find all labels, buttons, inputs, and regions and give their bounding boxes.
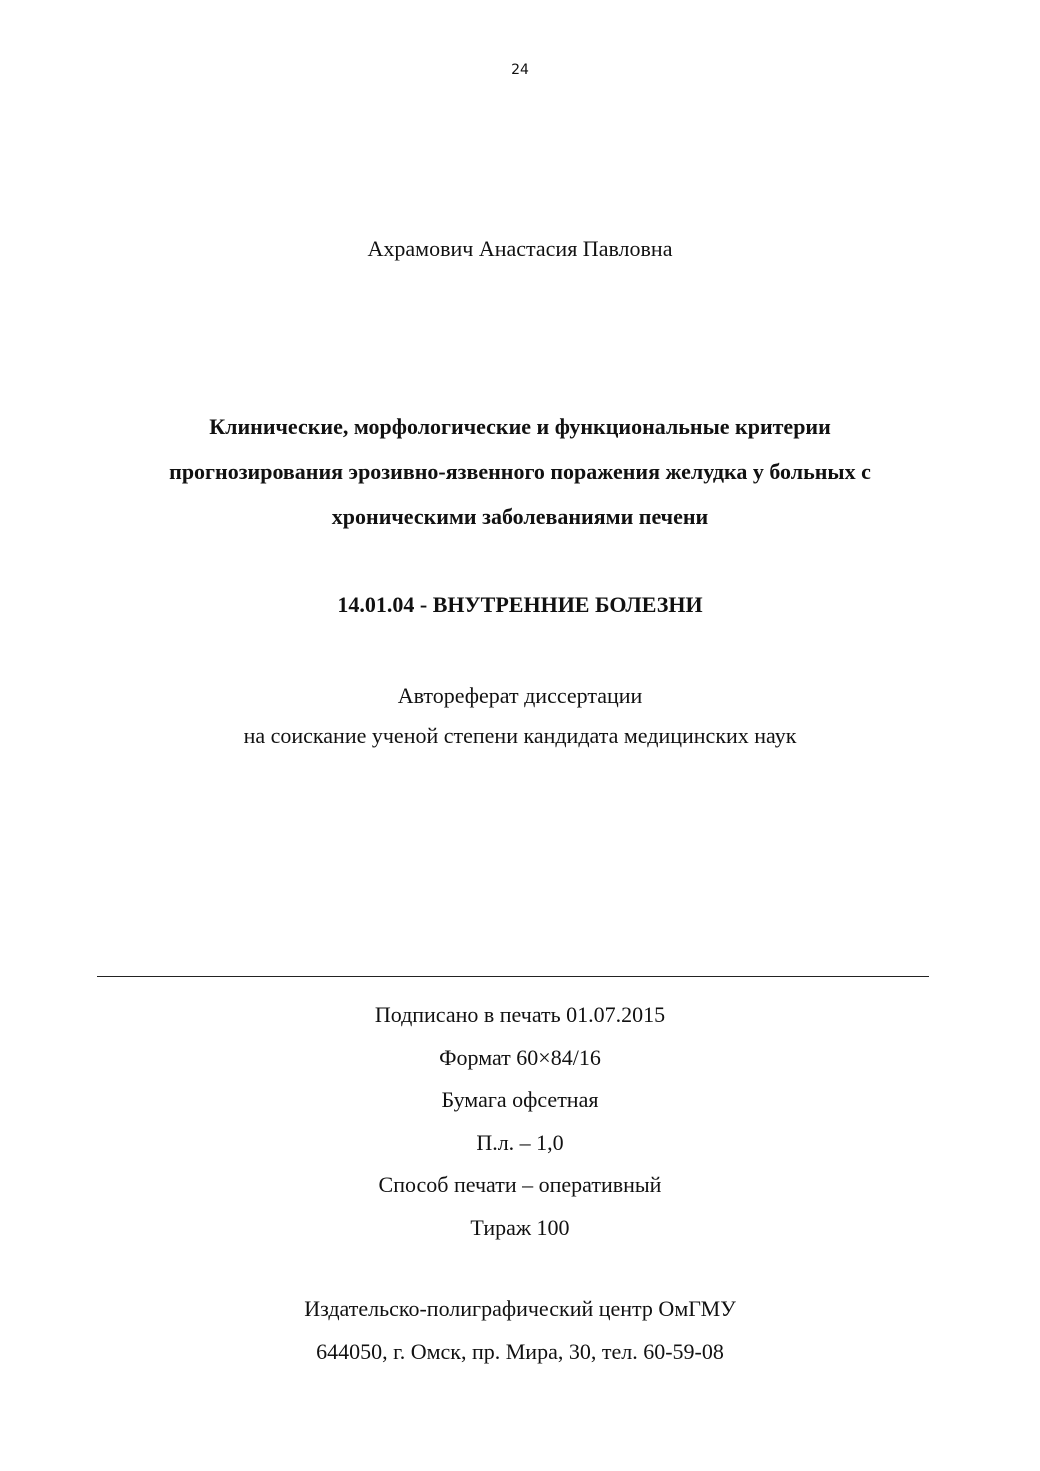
imprint-signed: Подписано в печать 01.07.2015 bbox=[374, 1002, 666, 1027]
page-number: 24 bbox=[511, 62, 529, 78]
imprint-paper: Бумага офсетная bbox=[441, 1087, 599, 1112]
publisher-address: 644050, г. Омск, пр. Мира, 30, тел. 60-59-08 bbox=[316, 1338, 724, 1364]
specialty-code: 14.01.04 - ВНУТРЕННИЕ БОЛЕЗНИ bbox=[337, 592, 703, 617]
publisher-name: Издательско-полиграфический центр ОмГМУ bbox=[304, 1296, 736, 1321]
abstract-line-2: на соискание ученой степени кандидата медицинских наук bbox=[243, 723, 797, 748]
imprint-block bbox=[0, 994, 1040, 1249]
author-name: Ахрамович Анастасия Павловна bbox=[367, 236, 673, 261]
horizontal-divider bbox=[97, 976, 929, 977]
imprint-circulation: Тираж 100 bbox=[470, 1214, 570, 1240]
abstract-line-1: Автореферат диссертации bbox=[397, 683, 643, 708]
imprint-format: Формат 60×84/16 bbox=[439, 1044, 601, 1070]
dissertation-title bbox=[0, 404, 1040, 539]
imprint-printing: Способ печати – оперативный bbox=[378, 1172, 662, 1197]
title-line-3: хроническими заболеваниями печени bbox=[331, 504, 709, 529]
title-line-2: прогнозирования эрозивно-язвенного поражения желудка у больных с bbox=[169, 459, 871, 484]
imprint-sheets: П.л. – 1,0 bbox=[476, 1129, 564, 1155]
publisher-block bbox=[0, 1288, 1040, 1373]
title-line-1: Клинические, морфологические и функциональные критерии bbox=[209, 414, 831, 439]
abstract-description bbox=[0, 676, 1040, 756]
